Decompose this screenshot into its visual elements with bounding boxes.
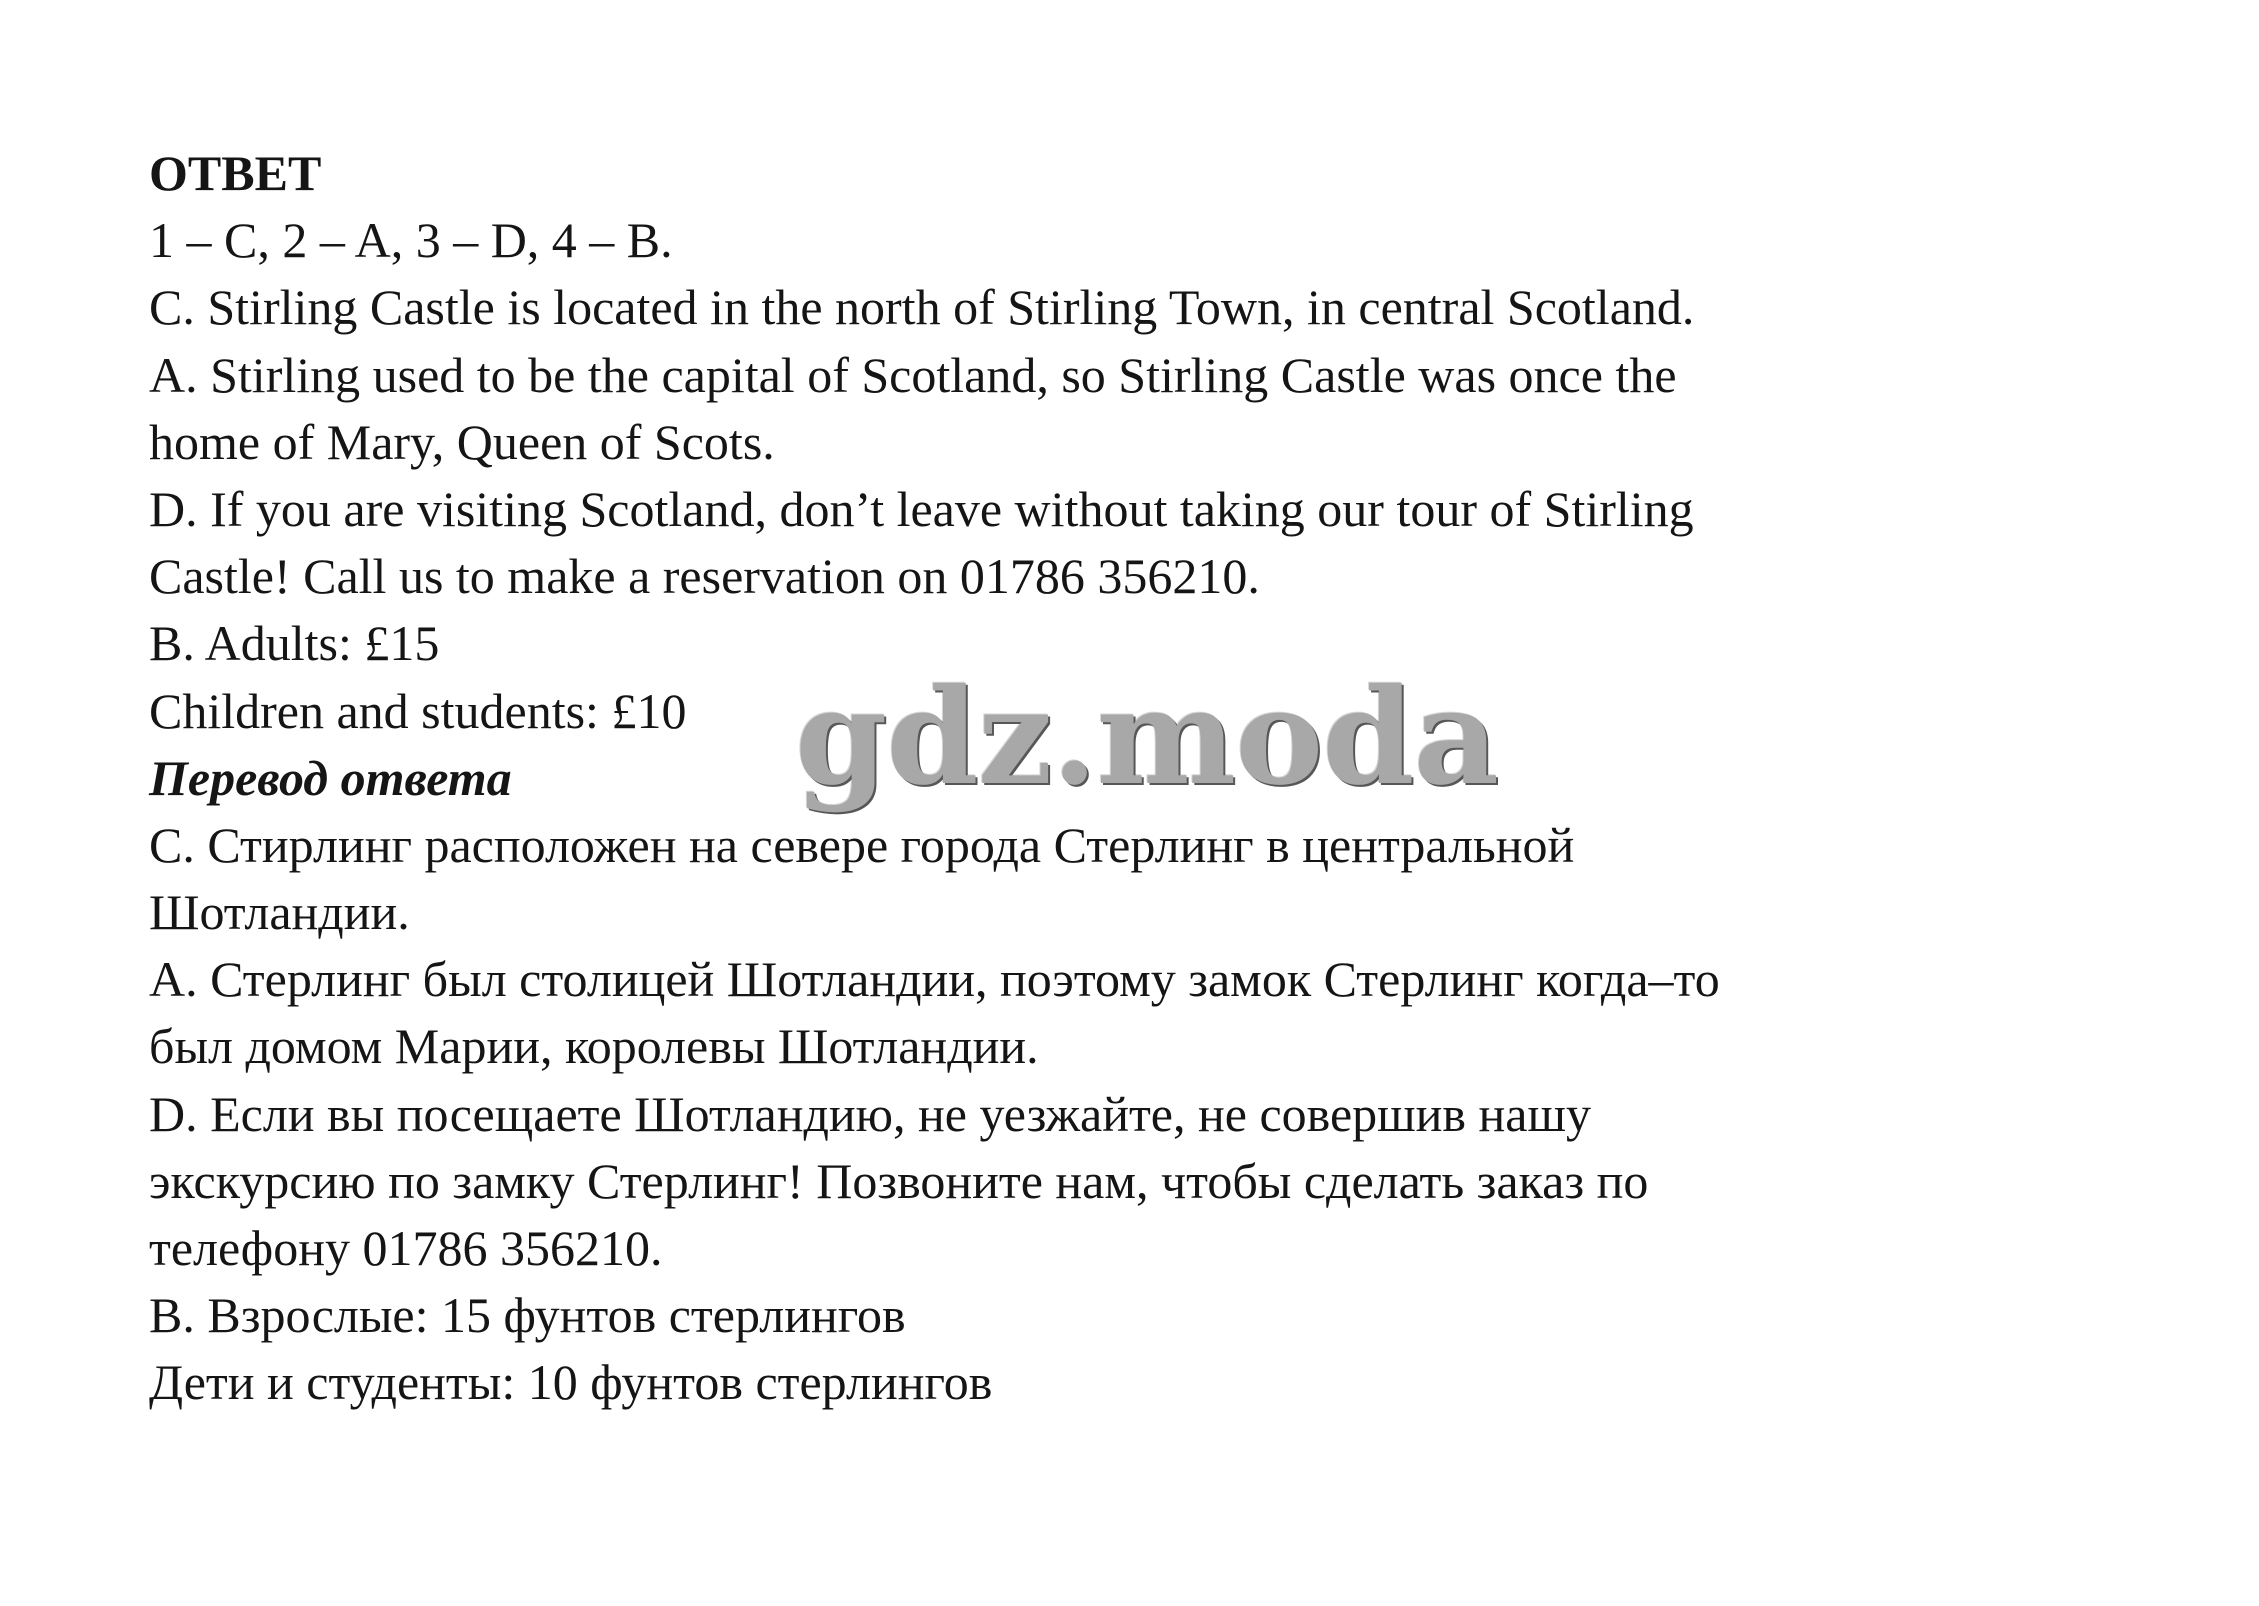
english-line: Children and students: £10 <box>149 682 687 739</box>
russian-line: C. Стирлинг расположен на севере города Стерлинг в центральной <box>149 816 1575 873</box>
english-line: D. If you are visiting Scotland, don’t leave without taking our tour of Stirling <box>149 480 1694 537</box>
russian-line: экскурсию по замку Стерлинг! Позвоните нам, чтобы сделать заказ по <box>149 1152 1649 1209</box>
english-line: C. Stirling Castle is located in the north of Stirling Town, in central Scotland. <box>149 279 1695 336</box>
translation-heading: Перевод ответа <box>149 749 512 806</box>
russian-line: Шотландии. <box>149 884 410 941</box>
watermark-logo: gdz.moda <box>795 660 1499 815</box>
english-line: Castle! Call us to make a reservation on 01786 356210. <box>149 548 1260 605</box>
answer-key: 1 – C, 2 – A, 3 – D, 4 – B. <box>149 212 673 269</box>
answer-heading: ОТВЕТ <box>149 145 322 201</box>
russian-line: телефону 01786 356210. <box>149 1220 663 1276</box>
russian-line: B. Взрослые: 15 фунтов стерлингов <box>149 1287 906 1344</box>
russian-line: A. Стерлинг был столицей Шотландии, поэтому замок Стерлинг когда–то <box>149 951 1720 1008</box>
english-line: A. Stirling used to be the capital of Scotland, so Stirling Castle was once the <box>149 346 1677 403</box>
russian-line: был домом Марии, королевы Шотландии. <box>149 1018 1039 1075</box>
english-line: B. Adults: £15 <box>149 615 440 672</box>
russian-line: Дети и студенты: 10 фунтов стерлингов <box>149 1354 993 1411</box>
russian-line: D. Если вы посещаете Шотландию, не уезжайте, не совершив нашу <box>149 1085 1591 1142</box>
english-line: home of Mary, Queen of Scots. <box>149 413 775 470</box>
